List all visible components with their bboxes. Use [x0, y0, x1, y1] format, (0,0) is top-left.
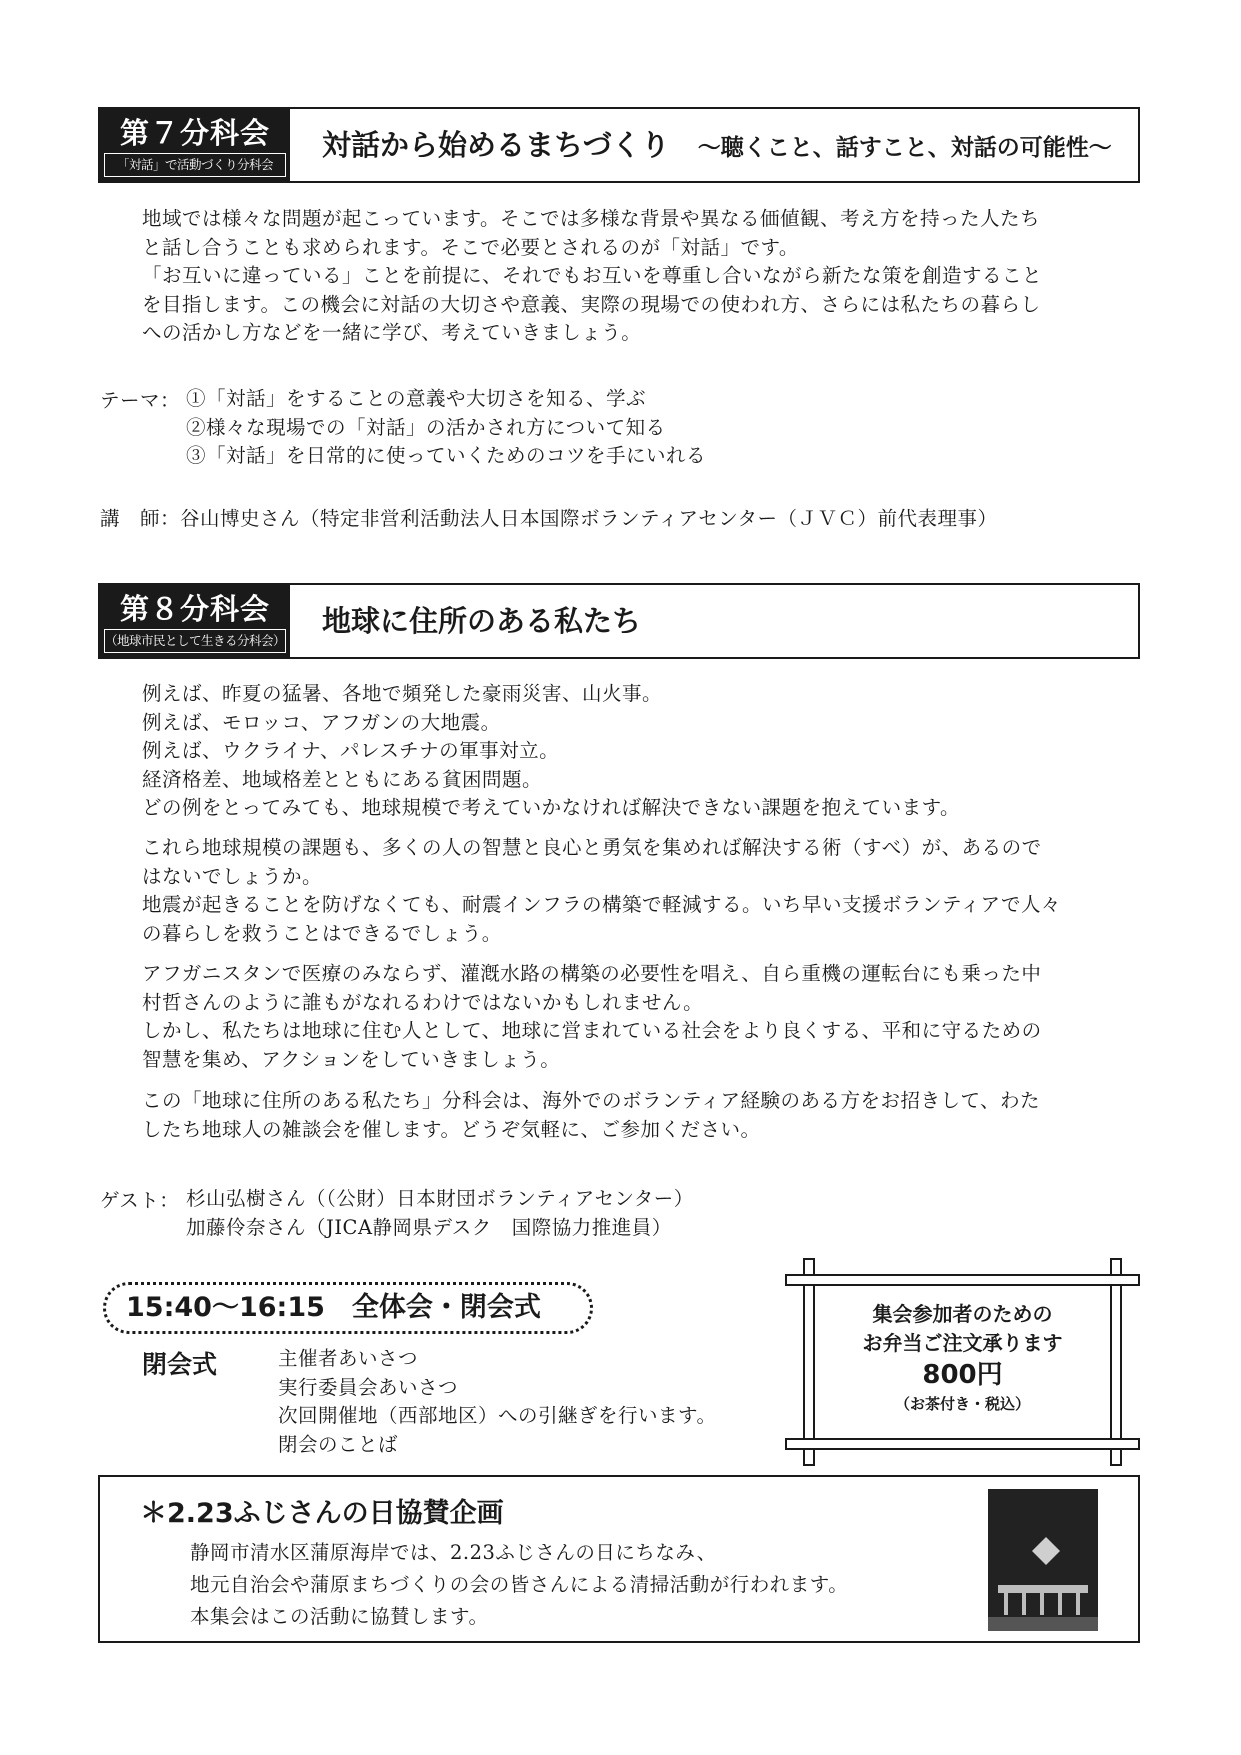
paragraph-line: どの例をとってみても、地球規模で考えていかなければ解決できない課題を抱えています。: [142, 796, 961, 819]
lecturer-label: 講 師：: [100, 507, 181, 530]
guest-item: 加藤伶奈さん（JICA静岡県デスク 国際協力推進員）: [186, 1215, 672, 1239]
paragraph-line: 経済格差、地域格差とともにある貧困問題。: [142, 767, 543, 791]
section7-subtitle: ～聴くこと、話すこと、対話の可能性～: [697, 135, 1112, 161]
fujisan-box: [98, 1475, 1140, 1643]
closing-item: 次回開催地（西部地区）への引継ぎを行います。: [278, 1404, 717, 1427]
paragraph-line: 村哲さんのように誰もがなれるわけではないかもしれません。: [142, 990, 704, 1014]
paragraph-line: 例えば、モロッコ、アフガンの大地震。: [142, 710, 501, 734]
closing-label: 閉会式: [142, 1350, 218, 1379]
paragraph-line: はないでしょうか。: [142, 864, 323, 888]
paragraph-line: への活かし方などを一緒に学び、考えていきましょう。: [142, 321, 642, 344]
section8-body-d: [142, 1087, 1040, 1144]
section8-body-c: [142, 960, 1042, 1074]
section7-title: 対話から始めるまちづくり: [322, 128, 670, 162]
section8-header: [98, 583, 1140, 659]
photo-scene-icon: [988, 1489, 1098, 1631]
paragraph-line: したち地球人の雑談会を催します。どうぞ気軽に、ご参加ください。: [142, 1117, 761, 1141]
paragraph-line: と話し合うことも求められます。そこで必要とされるのが「対話」です。: [142, 235, 799, 259]
paragraph-line: この「地球に住所のある私たち」分科会は、海外でのボランティア経験のある方をお招きして、わた: [142, 1089, 1041, 1112]
theme-list: [186, 385, 706, 471]
frame-post-right: [1110, 1258, 1122, 1466]
theme-item: ③「対話」を日常的に使っていくためのコツを手にいれる: [186, 444, 707, 467]
guest-item: 杉山弘樹さん（（公財）日本財団ボランティアセンター）: [186, 1187, 694, 1210]
fujisan-title: ＊2.23ふじさんの日協賛企画: [140, 1498, 504, 1529]
closing-item: 実行委員会あいさつ: [278, 1375, 459, 1399]
section8-sublabel: （地球市民として生きる分科会）: [104, 629, 286, 653]
guest-label: ゲスト：: [100, 1189, 180, 1212]
paragraph-line: の暮らしを救うことはできるでしょう。: [142, 921, 502, 945]
section8-body-b: [142, 834, 1061, 948]
paragraph-line: しかし、私たちは地球に住む人として、地球に営まれている社会をより良くする、平和に守るための: [142, 1019, 1042, 1042]
section8-label: [100, 585, 290, 657]
bento-line2: お弁当ご注文承ります: [862, 1331, 1063, 1355]
section7-title-row: [322, 109, 1112, 184]
paragraph-line: 例えば、昨夏の猛暑、各地で頻発した豪雨災害、山火事。: [142, 682, 663, 705]
section7-body: [142, 205, 1042, 348]
frame-post-left: [803, 1258, 815, 1466]
section8-number: 第８分科会: [119, 592, 270, 626]
theme-item: ①「対話」をすることの意義や大切さを知る、学ぶ: [186, 387, 647, 410]
lecturer-row: [100, 503, 997, 531]
section7-number: 第７分科会: [119, 116, 270, 150]
section7-header: [98, 107, 1140, 183]
bento-notice: [817, 1300, 1108, 1416]
closing-item: 主催者あいさつ: [278, 1347, 419, 1370]
paragraph-line: 静岡市清水区蒲原海岸では、2.23ふじさんの日にちなみ、: [190, 1541, 717, 1564]
closing-time-badge: [103, 1282, 593, 1334]
theme-item: ②様々な現場での「対話」の活かされ方について知る: [186, 415, 666, 439]
section7-sublabel: 「対話」で活動づくり分科会: [104, 153, 286, 177]
section7-label: [100, 109, 290, 181]
closing-time-title: 15:40～16:15 全体会・閉会式: [126, 1292, 541, 1323]
paragraph-line: 智慧を集め、アクションをしていきましょう。: [142, 1047, 561, 1071]
fujisan-body: [190, 1537, 848, 1633]
paragraph-line: これら地球規模の課題も、多くの人の智慧と良心と勇気を集めれば解決する術（すべ）が、あるので: [142, 836, 1042, 859]
paragraph-line: 例えば、ウクライナ、パレスチナの軍事対立。: [142, 739, 560, 762]
theme-label: テーマ：: [100, 389, 181, 412]
section8-title: 地球に住所のある私たち: [322, 604, 642, 638]
closing-item: 閉会のことば: [278, 1432, 399, 1456]
section8-body-a: [142, 680, 960, 823]
lecturer-name: 谷山博史さん（特定非営利活動法人日本国際ボランティアセンター（ＪＶＣ）前代表理事）: [180, 507, 998, 530]
frame-rail-top: [785, 1274, 1140, 1286]
paragraph-line: アフガニスタンで医療のみならず、灌漑水路の構築の必要性を唱え、自ら重機の運転台にも乗った中: [142, 962, 1042, 985]
bento-frame: [785, 1258, 1140, 1466]
guest-list: [186, 1185, 694, 1242]
section8-title-row: [322, 585, 641, 657]
bento-line1: 集会参加者のための: [872, 1302, 1053, 1326]
paragraph-line: 地震が起きることを防げなくても、耐震インフラの構築で軽減する。いち早い支援ボランティアで人々: [142, 893, 1062, 916]
fujisan-photo: [988, 1489, 1098, 1631]
frame-rail-bottom: [785, 1438, 1140, 1450]
paragraph-line: 本集会はこの活動に協賛します。: [190, 1605, 489, 1628]
bento-note: （お茶付き・税込）: [894, 1395, 1030, 1413]
bento-price: 800円: [922, 1360, 1003, 1390]
paragraph-line: 地元自治会や蒲原まちづくりの会の皆さんによる清掃活動が行われます。: [190, 1573, 849, 1596]
paragraph-line: を目指します。この機会に対話の大切さや意義、実際の現場での使われ方、さらには私たちの暮らし: [142, 292, 1041, 316]
paragraph-line: 「お互いに違っている」ことを前提に、それでもお互いを尊重し合いながら新たな策を創造すること: [142, 264, 1043, 287]
paragraph-line: 地域では様々な問題が起こっています。そこでは多様な背景や異なる価値観、考え方を持った人たち: [142, 207, 1041, 230]
closing-list: [278, 1345, 716, 1459]
